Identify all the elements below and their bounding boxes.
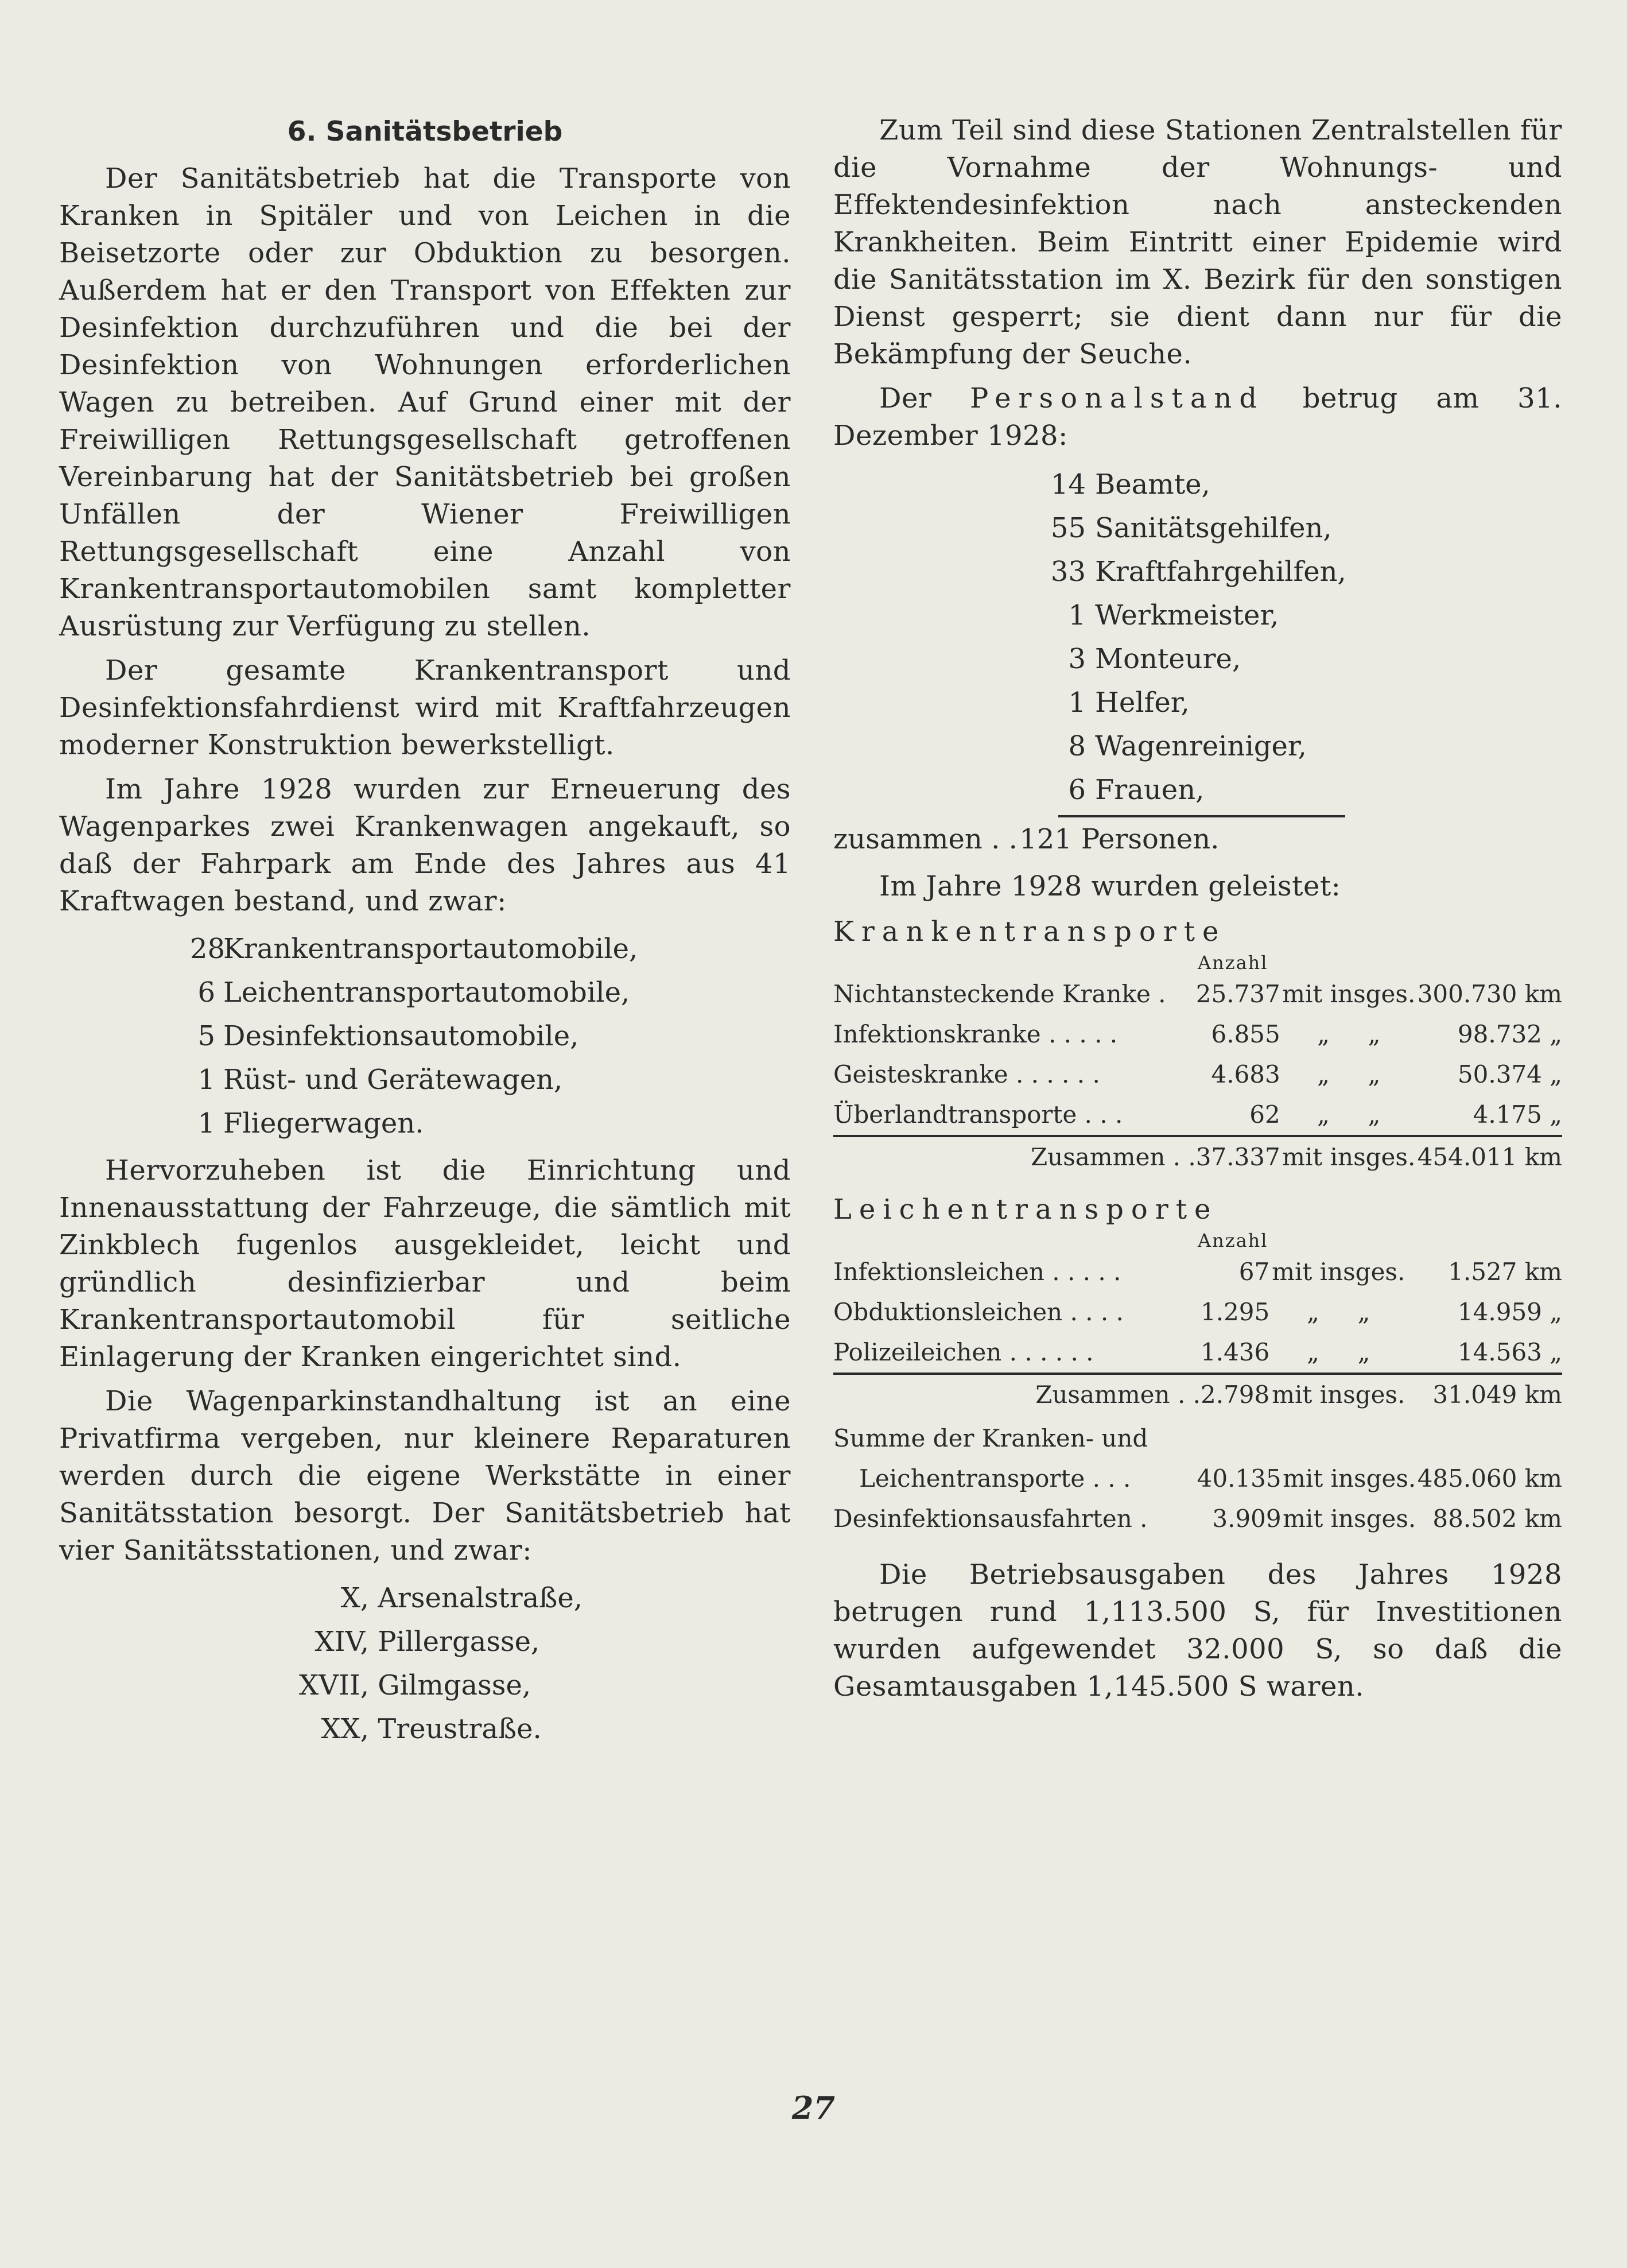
fleet-list [59, 927, 791, 1145]
staff-item: 1 Helfer, [1068, 687, 1190, 719]
section-heading: 6. Sanitätsbetrieb [287, 116, 563, 148]
table-total-row: Zusammen . . 37.337 mit insges. 454.011 km [833, 1136, 1562, 1177]
fleet-item: 5 Desinfektionsautomobile, [197, 1020, 579, 1052]
table-row: Nichtansteckende Kranke . 25.737 mit insges. 300.730 km [833, 980, 1562, 1008]
table-row: Infektionskranke . . . . . 6.855 „ „ 98.732 „ [833, 1020, 1562, 1048]
staff-item: 14 Beamte, [1050, 468, 1210, 501]
staff-item: 3 Monteure, [1068, 643, 1241, 675]
right-column [833, 112, 1562, 1712]
closing-paragraph: Die Betriebsausgaben des Jahres 1928 betrugen rund 1,113.500 S, für Investitionen wurden aufgewendet 32.000 S, so daß die Gesamtausgaben 1,145.500 S waren. [833, 1558, 1562, 1703]
station-item: X, Arsenalstraße, [340, 1582, 583, 1614]
leichen-title: Leichentransporte [833, 1193, 1218, 1226]
table-row: Desinfektionsausfahrten . 3.909 mit insges. 88.502 km [833, 1505, 1562, 1533]
station-item: XX, Treustraße. [321, 1713, 542, 1745]
performed-line: Im Jahre 1928 wurden geleistet: [879, 870, 1341, 902]
leichen-table [833, 1252, 1562, 1415]
table-row: Summe der Kranken- und [833, 1424, 1148, 1452]
paragraph: Im Jahre 1928 wurden zur Erneuerung des Wagenparkes zwei Krankenwagen angekauft, so daß der Fahrpark am Ende des Jahres aus 41 Kraftwagen bestand, und zwar: [59, 773, 791, 917]
staff-list [833, 463, 1562, 812]
table-row: Leichentransporte . . . 40.135 mit insges. 485.060 km [859, 1464, 1562, 1492]
anzahl-label: Anzahl [1198, 1230, 1268, 1251]
fleet-item: 28Krankentransportautomobile, [190, 933, 638, 965]
staff-item: 6 Frauen, [1068, 774, 1205, 806]
fleet-item: 1 Fliegerwagen. [197, 1107, 424, 1139]
station-item: XIV, Pillergasse, [314, 1626, 540, 1658]
table-row: Infektionsleichen . . . . . 67 mit insges. 1.527 km [833, 1258, 1562, 1286]
staff-item: 33 Kraftfahrgehilfen, [1050, 556, 1346, 588]
table-row: Überlandtransporte . . . 62 „ „ 4.175 „ [833, 1100, 1562, 1129]
table-row: Obduktionsleichen . . . . 1.295 „ „ 14.959 „ [833, 1298, 1562, 1326]
station-item: XVII, Gilmgasse, [298, 1669, 531, 1701]
table-row: Polizeileichen . . . . . . 1.436 „ „ 14.563 „ [833, 1338, 1562, 1366]
stations-list [59, 1576, 791, 1751]
paragraph: Hervorzuheben ist die Einrichtung und Innenausstattung der Fahrzeuge, die sämtlich mit Zinkblech fugenlos ausgekleidet, leicht und gründlich desinfizierbar und beim Krankentransportautomobil für seitliche Einlagerung der Kranken eingerichtet sind. [59, 1154, 791, 1373]
fleet-item: 6 Leichentransportautomobile, [197, 976, 630, 1009]
anzahl-label: Anzahl [1198, 952, 1268, 974]
table-row: Geisteskranke . . . . . . 4.683 „ „ 50.374 „ [833, 1060, 1562, 1088]
staff-total: zusammen . .121 Personen. [833, 823, 1220, 855]
personal-paragraph: Der Personalstand betrug am 31. Dezember 1928: [833, 382, 1562, 452]
paragraph: Der Sanitätsbetrieb hat die Transporte von Kranken in Spitäler und von Leichen in die Beisetzorte oder zur Obduktion zu besorgen. Außerdem hat er den Transport von Effekten zur Desinfektion durchzuführen und die bei der Desinfektion von Wohnungen erforderlichen Wagen zu betreiben. Auf Grund einer mit der Freiwilligen Rettungsgesellschaft getroffenen Vereinbarung hat der Sanitätsbetrieb bei großen Unfällen der Wiener Freiwilligen Rettungsgesellschaft eine Anzahl von Krankentransportautomobilen samt kompletter Ausrüstung zur Verfügung zu stellen. [59, 162, 791, 642]
page-number: 27 [791, 2089, 836, 2126]
left-column [59, 112, 791, 1758]
paragraph: Zum Teil sind diese Stationen Zentralstellen für die Vornahme der Wohnungs- und Effektendesinfektion nach ansteckenden Krankheiten. Beim Eintritt einer Epidemie wird die Sanitätsstation im X. Bezirk für den sonstigen Dienst gesperrt; sie dient dann nur für die Bekämpfung der Seuche. [833, 114, 1562, 370]
staff-item: 55 Sanitätsgehilfen, [1050, 512, 1332, 544]
paragraph: Die Wagenparkinstandhaltung ist an eine Privatfirma vergeben, nur kleinere Reparaturen werden durch die eigene Werkstätte in einer Sanitätsstation besorgt. Der Sanitätsbetrieb hat vier Sanitätsstationen, und zwar: [59, 1385, 791, 1567]
staff-item: 8 Wagenreiniger, [1068, 730, 1307, 762]
fleet-item: 1 Rüst- und Gerätewagen, [197, 1064, 563, 1096]
table-total-row: Zusammen . . 2.798 mit insges. 31.049 km [833, 1374, 1562, 1415]
staff-item: 1 Werkmeister, [1068, 599, 1279, 631]
kranken-table [833, 974, 1562, 1177]
summary-table [833, 1418, 1562, 1539]
paragraph: Der gesamte Krankentransport und Desinfektionsfahrdienst wird mit Kraftfahrzeugen moderner Konstruktion bewerkstelligt. [59, 654, 791, 761]
kranken-title: Krankentransporte [833, 916, 1226, 948]
